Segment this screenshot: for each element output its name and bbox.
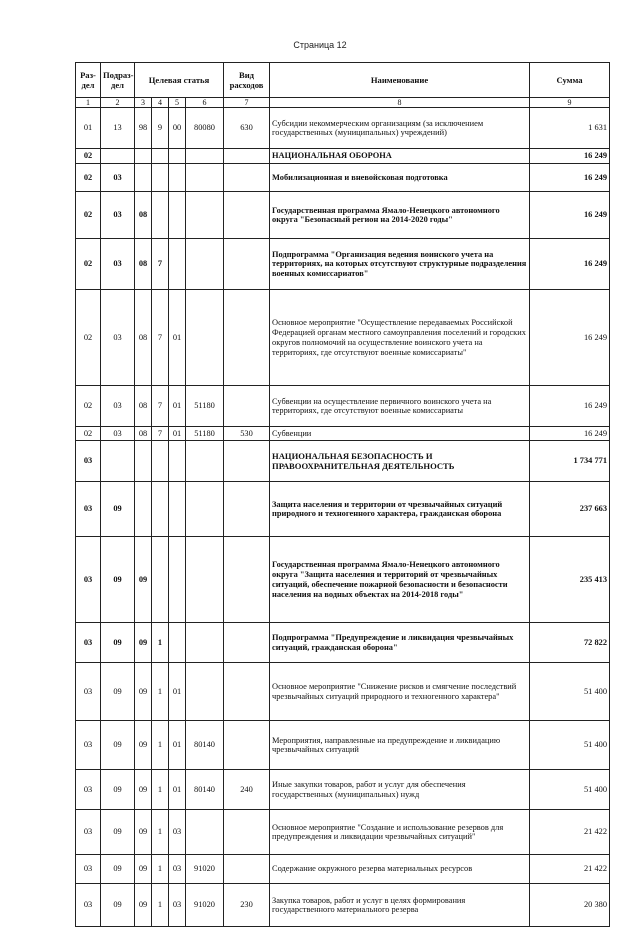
target-event-cell [169,623,186,663]
razdel-cell: 02 [76,192,101,239]
target-event-cell [169,239,186,290]
target-program-cell: 08 [135,239,152,290]
name-cell: Основное мероприятие "Снижение рисков и смягчение последствий чрезвычайных ситуаций природного и техногенного характера" [270,663,530,721]
target-direction-cell [186,623,224,663]
sum-cell: 16 249 [530,149,610,164]
table-row [76,855,610,884]
podrazdel-cell: 03 [101,164,135,192]
name-cell: Субсидии некоммерческим организациям (за исключением государственных (муниципальных) учреждений) [270,108,530,149]
razdel-cell: 02 [76,290,101,386]
target-direction-cell: 51180 [186,386,224,427]
podrazdel-cell: 09 [101,721,135,770]
vid-raskhodov-cell [224,482,270,537]
target-program-cell: 08 [135,192,152,239]
header-razdel: Раз-дел [76,63,101,98]
podrazdel-cell [101,441,135,482]
podrazdel-cell: 09 [101,884,135,927]
vid-raskhodov-cell [224,663,270,721]
table-row [76,149,610,164]
target-program-cell [135,149,152,164]
table-row [76,721,610,770]
column-numbers-row [76,98,610,108]
sum-cell: 237 663 [530,482,610,537]
target-direction-cell: 51180 [186,427,224,441]
target-event-cell: 01 [169,427,186,441]
column-number: 9 [530,98,610,108]
target-event-cell: 01 [169,770,186,810]
target-event-cell: 01 [169,386,186,427]
sum-cell: 51 400 [530,721,610,770]
target-program-cell: 09 [135,884,152,927]
sum-cell: 16 249 [530,290,610,386]
target-direction-cell [186,239,224,290]
razdel-cell: 02 [76,239,101,290]
razdel-cell: 03 [76,721,101,770]
table-row [76,290,610,386]
razdel-cell: 03 [76,884,101,927]
podrazdel-cell: 09 [101,855,135,884]
target-subprogram-cell: 1 [152,663,169,721]
vid-raskhodov-cell: 230 [224,884,270,927]
razdel-cell: 03 [76,855,101,884]
sum-cell: 51 400 [530,663,610,721]
target-direction-cell: 80140 [186,721,224,770]
target-subprogram-cell: 1 [152,623,169,663]
razdel-cell: 02 [76,427,101,441]
target-program-cell: 08 [135,386,152,427]
page-number-label: Страница 12 [293,40,347,50]
target-program-cell: 09 [135,663,152,721]
target-program-cell [135,482,152,537]
name-cell: НАЦИОНАЛЬНАЯ ОБОРОНА [270,149,530,164]
sum-cell: 16 249 [530,386,610,427]
target-subprogram-cell: 7 [152,239,169,290]
name-cell: Подпрограмма "Организация ведения воинского учета на территориях, на которых отсутствуют структурные подразделения военных комиссариатов" [270,239,530,290]
table-row [76,441,610,482]
vid-raskhodov-cell: 630 [224,108,270,149]
target-event-cell: 03 [169,884,186,927]
target-event-cell: 03 [169,810,186,855]
target-subprogram-cell: 7 [152,290,169,386]
table-row [76,427,610,441]
target-event-cell [169,164,186,192]
target-direction-cell: 91020 [186,884,224,927]
target-direction-cell: 91020 [186,855,224,884]
target-subprogram-cell: 9 [152,108,169,149]
target-subprogram-cell [152,482,169,537]
podrazdel-cell: 03 [101,427,135,441]
name-cell: Государственная программа Ямало-Ненецкого автономного округа "Защита населения и территорий от чрезвычайных ситуаций, обеспечение пожарной безопасности и безопасности населения на водных объектах на 2014-2018 годы" [270,537,530,623]
target-subprogram-cell: 7 [152,427,169,441]
vid-raskhodov-cell [224,192,270,239]
podrazdel-cell: 03 [101,192,135,239]
target-event-cell [169,537,186,623]
target-event-cell: 01 [169,663,186,721]
name-cell: Государственная программа Ямало-Ненецкого автономного округа "Безопасный регион на 2014-2020 годы" [270,192,530,239]
vid-raskhodov-cell [224,164,270,192]
razdel-cell: 03 [76,810,101,855]
razdel-cell: 02 [76,164,101,192]
target-program-cell: 08 [135,290,152,386]
sum-cell: 16 249 [530,427,610,441]
vid-raskhodov-cell [224,855,270,884]
name-cell: Подпрограмма "Предупреждение и ликвидация чрезвычайных ситуаций, гражданская оборона" [270,623,530,663]
target-direction-cell: 80080 [186,108,224,149]
vid-raskhodov-cell: 240 [224,770,270,810]
sum-cell: 16 249 [530,239,610,290]
target-event-cell: 00 [169,108,186,149]
target-subprogram-cell: 1 [152,855,169,884]
target-direction-cell [186,290,224,386]
target-subprogram-cell [152,192,169,239]
column-number: 7 [224,98,270,108]
target-program-cell: 09 [135,537,152,623]
sum-cell: 235 413 [530,537,610,623]
razdel-cell: 01 [76,108,101,149]
sum-cell: 21 422 [530,810,610,855]
podrazdel-cell: 09 [101,482,135,537]
column-number: 4 [152,98,169,108]
target-event-cell [169,441,186,482]
name-cell: Основное мероприятие "Создание и использование резервов для предупреждения и ликвидации чрезвычайных ситуаций" [270,810,530,855]
column-number: 1 [76,98,101,108]
header-name: Наименование [270,63,530,98]
name-cell: Содержание окружного резерва материальных ресурсов [270,855,530,884]
razdel-cell: 02 [76,386,101,427]
target-program-cell: 09 [135,855,152,884]
sum-cell: 72 822 [530,623,610,663]
column-number: 6 [186,98,224,108]
target-subprogram-cell [152,537,169,623]
target-event-cell [169,192,186,239]
table-row [76,537,610,623]
vid-raskhodov-cell [224,239,270,290]
name-cell: Защита населения и территории от чрезвычайных ситуаций природного и техногенного характера, гражданская оборона [270,482,530,537]
podrazdel-cell: 09 [101,623,135,663]
vid-raskhodov-cell [224,537,270,623]
razdel-cell: 03 [76,537,101,623]
name-cell: Мероприятия, направленные на предупреждение и ликвидацию чрезвычайных ситуаций [270,721,530,770]
podrazdel-cell: 09 [101,537,135,623]
table-row [76,192,610,239]
header-vid-raskhodov: Вид расходов [224,63,270,98]
razdel-cell: 03 [76,441,101,482]
column-number: 2 [101,98,135,108]
podrazdel-cell: 09 [101,810,135,855]
target-program-cell [135,441,152,482]
target-direction-cell [186,663,224,721]
name-cell: Мобилизационная и вневойсковая подготовка [270,164,530,192]
table-row [76,108,610,149]
sum-cell: 1 734 771 [530,441,610,482]
table-row [76,482,610,537]
name-cell: Субвенции [270,427,530,441]
vid-raskhodov-cell [224,623,270,663]
column-number: 3 [135,98,152,108]
budget-table [75,62,610,927]
target-direction-cell [186,441,224,482]
target-subprogram-cell: 7 [152,386,169,427]
vid-raskhodov-cell [224,386,270,427]
name-cell: Основное мероприятие "Осуществление передаваемых Российской Федерацией органам местного самоуправления поселений и городских округов полномочий на осуществление воинского учета на территориях, где отсутствуют военные комиссариаты" [270,290,530,386]
target-direction-cell: 80140 [186,770,224,810]
name-cell: Закупка товаров, работ и услуг в целях формирования государственного материального резерва [270,884,530,927]
header-sum: Сумма [530,63,610,98]
vid-raskhodov-cell [224,810,270,855]
target-event-cell: 03 [169,855,186,884]
sum-cell: 20 380 [530,884,610,927]
target-subprogram-cell: 1 [152,884,169,927]
name-cell: Субвенции на осуществление первичного воинского учета на территориях, где отсутствуют военные комиссариаты [270,386,530,427]
target-program-cell: 98 [135,108,152,149]
column-number: 5 [169,98,186,108]
razdel-cell: 02 [76,149,101,164]
podrazdel-cell: 03 [101,290,135,386]
table-row [76,770,610,810]
sum-cell: 51 400 [530,770,610,810]
target-direction-cell [186,810,224,855]
target-direction-cell [186,164,224,192]
table-row [76,164,610,192]
vid-raskhodov-cell [224,149,270,164]
table-row [76,884,610,927]
target-event-cell [169,482,186,537]
target-subprogram-cell [152,441,169,482]
target-program-cell: 09 [135,770,152,810]
target-direction-cell [186,192,224,239]
vid-raskhodov-cell [224,721,270,770]
target-direction-cell [186,482,224,537]
sum-cell: 16 249 [530,192,610,239]
target-event-cell: 01 [169,721,186,770]
table-row [76,386,610,427]
razdel-cell: 03 [76,663,101,721]
target-subprogram-cell [152,164,169,192]
header-target-article: Целевая статья [135,63,224,98]
target-program-cell [135,164,152,192]
table-row [76,623,610,663]
target-subprogram-cell: 1 [152,810,169,855]
podrazdel-cell: 09 [101,663,135,721]
vid-raskhodov-cell: 530 [224,427,270,441]
vid-raskhodov-cell [224,441,270,482]
razdel-cell: 03 [76,482,101,537]
target-event-cell: 01 [169,290,186,386]
header-podrazdel: Подраз-дел [101,63,135,98]
table-row [76,239,610,290]
table-row [76,810,610,855]
podrazdel-cell [101,149,135,164]
target-program-cell: 08 [135,427,152,441]
target-direction-cell [186,149,224,164]
podrazdel-cell: 13 [101,108,135,149]
column-number: 8 [270,98,530,108]
name-cell: Иные закупки товаров, работ и услуг для обеспечения государственных (муниципальных) нужд [270,770,530,810]
target-program-cell: 09 [135,810,152,855]
podrazdel-cell: 03 [101,386,135,427]
table-row [76,663,610,721]
sum-cell: 16 249 [530,164,610,192]
sum-cell: 1 631 [530,108,610,149]
sum-cell: 21 422 [530,855,610,884]
target-program-cell: 09 [135,623,152,663]
podrazdel-cell: 09 [101,770,135,810]
razdel-cell: 03 [76,623,101,663]
name-cell: НАЦИОНАЛЬНАЯ БЕЗОПАСНОСТЬ И ПРАВООХРАНИТЕЛЬНАЯ ДЕЯТЕЛЬНОСТЬ [270,441,530,482]
podrazdel-cell: 03 [101,239,135,290]
target-subprogram-cell [152,149,169,164]
vid-raskhodov-cell [224,290,270,386]
target-program-cell: 09 [135,721,152,770]
target-direction-cell [186,537,224,623]
target-event-cell [169,149,186,164]
target-subprogram-cell: 1 [152,770,169,810]
target-subprogram-cell: 1 [152,721,169,770]
razdel-cell: 03 [76,770,101,810]
